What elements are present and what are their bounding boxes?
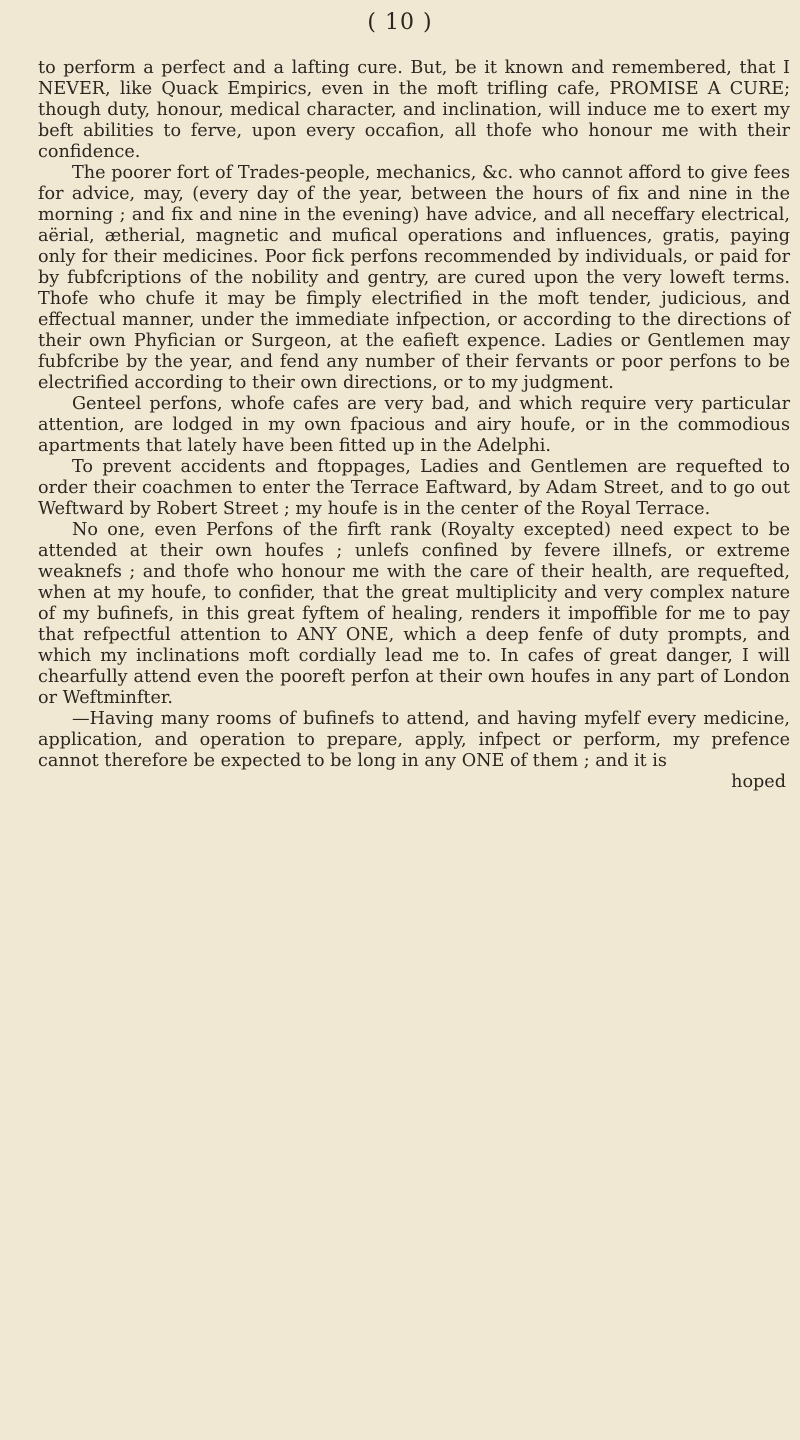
page-number: ( 10 ) — [367, 10, 433, 35]
paragraph-poorer-sort: The poorer fort of Trades-people, mechanics, &c. who cannot afford to give fees for advice, may, (every day of the year, between the hours of fix and nine in the morning ; and fix and nine in the evening) have advice, and all neceffary electrical, aërial, ætherial, magnetic and mufical operations and influences, gratis, paying only for their medicines. Poor fick perfons recommended by individuals, or paid for by fubfcriptions of the nobility and gentry, are cured upon the very loweft terms. Thofe who chufe it may be fimply electrified in the moft tender, judicious, and effectual manner, under the immediate infpection, or according to the directions of their own Phyfician or Surgeon, at the eafieft expence. Ladies or Gentlemen may fubfcribe by the year, and fend any number of their fervants or poor perfons to be electrified according to their own directions, or to my judgment. — [38, 163, 790, 393]
paragraph-genteel-persons: Genteel perfons, whofe cafes are very bad, and which require very particular attention, are lodged in my own fpacious and airy houfe, or in the commodious apartments that lately have been fitted up in the Adelphi. — [38, 394, 790, 456]
catchword: hoped — [731, 772, 786, 792]
paragraph-cure-promise: to perform a perfect and a lafting cure. But, be it known and remembered, that I NEVER, like Quack Empirics, even in the moft trifling cafe, PROMISE A CURE; though duty, honour, medical character, and inclination, will induce me to exert my beft abilities to ferve, upon every occafion, all thofe who honour me with their confidence. — [38, 58, 790, 162]
body-text — [38, 58, 790, 793]
paragraph-having-many-rooms: —Having many rooms of bufinefs to attend, and having myfelf every medicine, application, and operation to prepare, apply, infpect or perform, my prefence cannot therefore be expected to be long in any ONE of them ; and it is — [38, 709, 790, 771]
paragraph-prevent-accidents: To prevent accidents and ftoppages, Ladies and Gentlemen are requefted to order their coachmen to enter the Terrace Eaftward, by Adam Street, and to go out Weftward by Robert Street ; my houfe is in the center of the Royal Terrace. — [38, 457, 790, 519]
paragraph-no-one: No one, even Perfons of the firft rank (Royalty excepted) need expect to be attended at their own houfes ; unlefs confined by fevere illnefs, or extreme weaknefs ; and thofe who honour me with the care of their health, are requefted, when at my houfe, to confider, that the great multiplicity and very complex nature of my bufinefs, in this great fyftem of healing, renders it impoffible for me to pay that refpectful attention to ANY ONE, which a deep fenfe of duty prompts, and which my inclinations moft cordially lead me to. In cafes of great danger, I will chearfully attend even the pooreft perfon at their own houfes in any part of London or Weftminfter. — [38, 520, 790, 708]
